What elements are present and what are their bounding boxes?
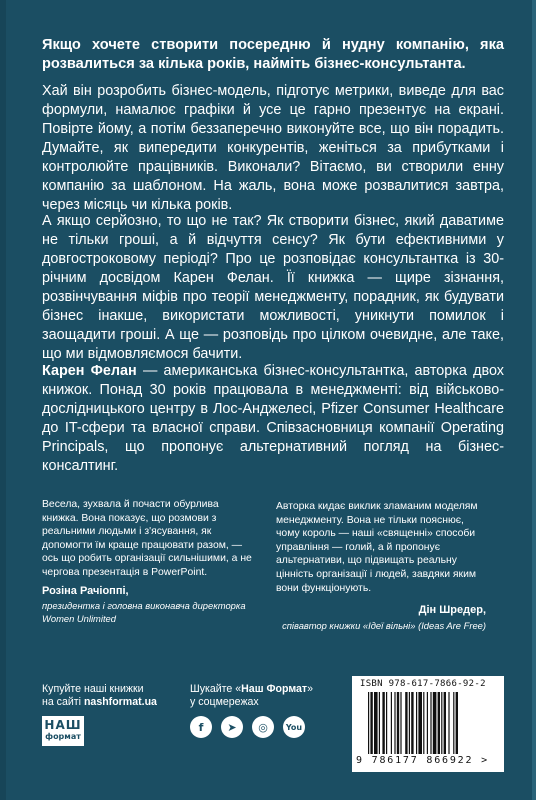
telegram-icon[interactable]: ➤ — [221, 716, 243, 738]
barcode-stripe — [394, 692, 395, 754]
youtube-icon[interactable]: You — [283, 716, 305, 738]
instagram-icon[interactable]: ◎ — [252, 716, 274, 738]
social-prefix: Шукайте « — [190, 683, 242, 695]
barcode-stripe — [411, 692, 413, 754]
barcode-stripe — [405, 692, 407, 754]
barcode-stripe — [386, 692, 387, 754]
barcode — [352, 676, 504, 772]
review-quote-left — [42, 498, 252, 625]
barcode-stripe — [456, 692, 458, 754]
buy-line-2 — [42, 696, 157, 709]
barcode-stripe — [391, 692, 392, 754]
barcode-stripe — [368, 692, 369, 754]
review-text: Весела, зухвала й почасти обурлива книжка. Вона показує, що розмови з реальними людьми і з'ясування, як допомогти їм краще працювати разом, — ось що робить організації сильнішими, а не чергова презентація в PowerPoint. — [42, 499, 252, 578]
barcode-bars — [368, 692, 492, 754]
cover-edge — [532, 0, 536, 800]
barcode-stripe — [453, 692, 454, 754]
description-paragraph-2: А якщо серйозно, то що не так? Як створити бізнес, який даватиме не тільки гроші, а й відчуття сенсу? Як бути ефективними у довгостроковому періоді? Про це розповідає консультантка із 30-річним досвідом Карен Фелан. Її книжка — щире зізнання, розвінчування міфів про теорії менеджменту, порадник, як будувати бізнес інакше, використати можливості, уникнути помилок і заощадити гроші. А ще — розповідь про цілком очевидне, але таке, що ми відмовляємося бачити. — [42, 213, 504, 362]
website-link[interactable]: nashformat.ua — [83, 696, 157, 708]
description-paragraph-1: Хай він розробить бізнес-модель, підготує метрики, виведе для вас формули, намалює графіки й усе це гарно презентує на екрані. Повірте йому, а потім беззаперечно виконуйте все, що він порадить. Думайте, як випередити конкурентів, женіться за прибутками і контролюйте працівників. Виконали? Вітаємо, ви створили енну компанію за шаблоном. На жаль, вона може розвалитися завтра, через місяць чи кілька років. — [42, 83, 504, 213]
reviewer-role: президентка і головна виконавча директорка Women Unlimited — [42, 600, 246, 624]
social-note — [190, 683, 313, 709]
review-text: Авторка кидає виклик зламаним моделям менеджменту. Вона не тільки пояснює, чому король — наші «священні» способи управління — голий, а й пропонує альтернативи, що підвищать реальну цінність організації і людей, завдяки яким вони функціонують. — [276, 501, 478, 594]
facebook-icon[interactable]: f — [190, 716, 212, 738]
barcode-stripe — [379, 692, 380, 754]
barcode-stripe — [370, 692, 372, 754]
barcode-stripe — [444, 692, 446, 754]
social-line-1 — [190, 683, 313, 696]
isbn-text: ISBN 978-617-7866-92-2 — [360, 679, 486, 689]
social-brand: Наш Формат — [241, 683, 308, 695]
buy-line-2-prefix: на сайті — [42, 696, 84, 708]
barcode-stripe — [423, 692, 424, 754]
buy-books-note — [42, 683, 157, 709]
author-bio — [42, 362, 504, 476]
barcode-stripe — [409, 692, 410, 754]
author-name: Карен Фелан — [42, 363, 137, 379]
ean-number: 9 786177 866922 > — [356, 755, 489, 766]
barcode-stripe — [374, 692, 378, 754]
author-bio-text: — американська бізнес-консультантка, авторка двох книжок. Понад 30 років працювала в менеджменті: від військово-дослідницького центру в Лос-Анджелесі, Pfizer Consumer Healthcare до IT-сфери та власної справи. Співзасновниця компанії Operating Principals, що пропонує альтернативний погляд на бізнес-консалтинг. — [42, 363, 504, 474]
social-suffix: » — [307, 683, 313, 695]
barcode-stripe — [382, 692, 384, 754]
barcode-stripe — [430, 692, 431, 754]
publisher-logo — [42, 716, 84, 746]
buy-line-1: Купуйте наші книжки — [42, 683, 144, 695]
barcode-stripe — [438, 692, 440, 754]
barcode-stripe — [427, 692, 428, 754]
barcode-stripe — [416, 692, 417, 754]
reviewer-role: співавтор книжки «Ідеї вільні» (Ideas Are Free) — [282, 619, 486, 631]
social-line-2: у соцмережах — [190, 696, 259, 708]
spine-edge — [0, 0, 6, 800]
review-quote-right — [276, 500, 486, 632]
barcode-stripe — [448, 692, 449, 754]
barcode-stripe — [397, 692, 399, 754]
lead-text: Якщо хочете створити посередню й нудну компанію, яка розвалиться за кілька років, найміть бізнес-консультанта. — [42, 37, 504, 72]
reviewer-name: Розіна Рачіоппі, — [42, 584, 129, 597]
barcode-stripe — [441, 692, 442, 754]
logo-line-2: формат — [45, 732, 81, 741]
social-icons — [190, 716, 305, 738]
logo-line-1: НАШ — [44, 718, 82, 732]
reviewer-name: Дін Шредер, — [418, 604, 486, 617]
barcode-stripe — [418, 692, 422, 754]
barcode-stripe — [433, 692, 437, 754]
barcode-stripe — [400, 692, 401, 754]
